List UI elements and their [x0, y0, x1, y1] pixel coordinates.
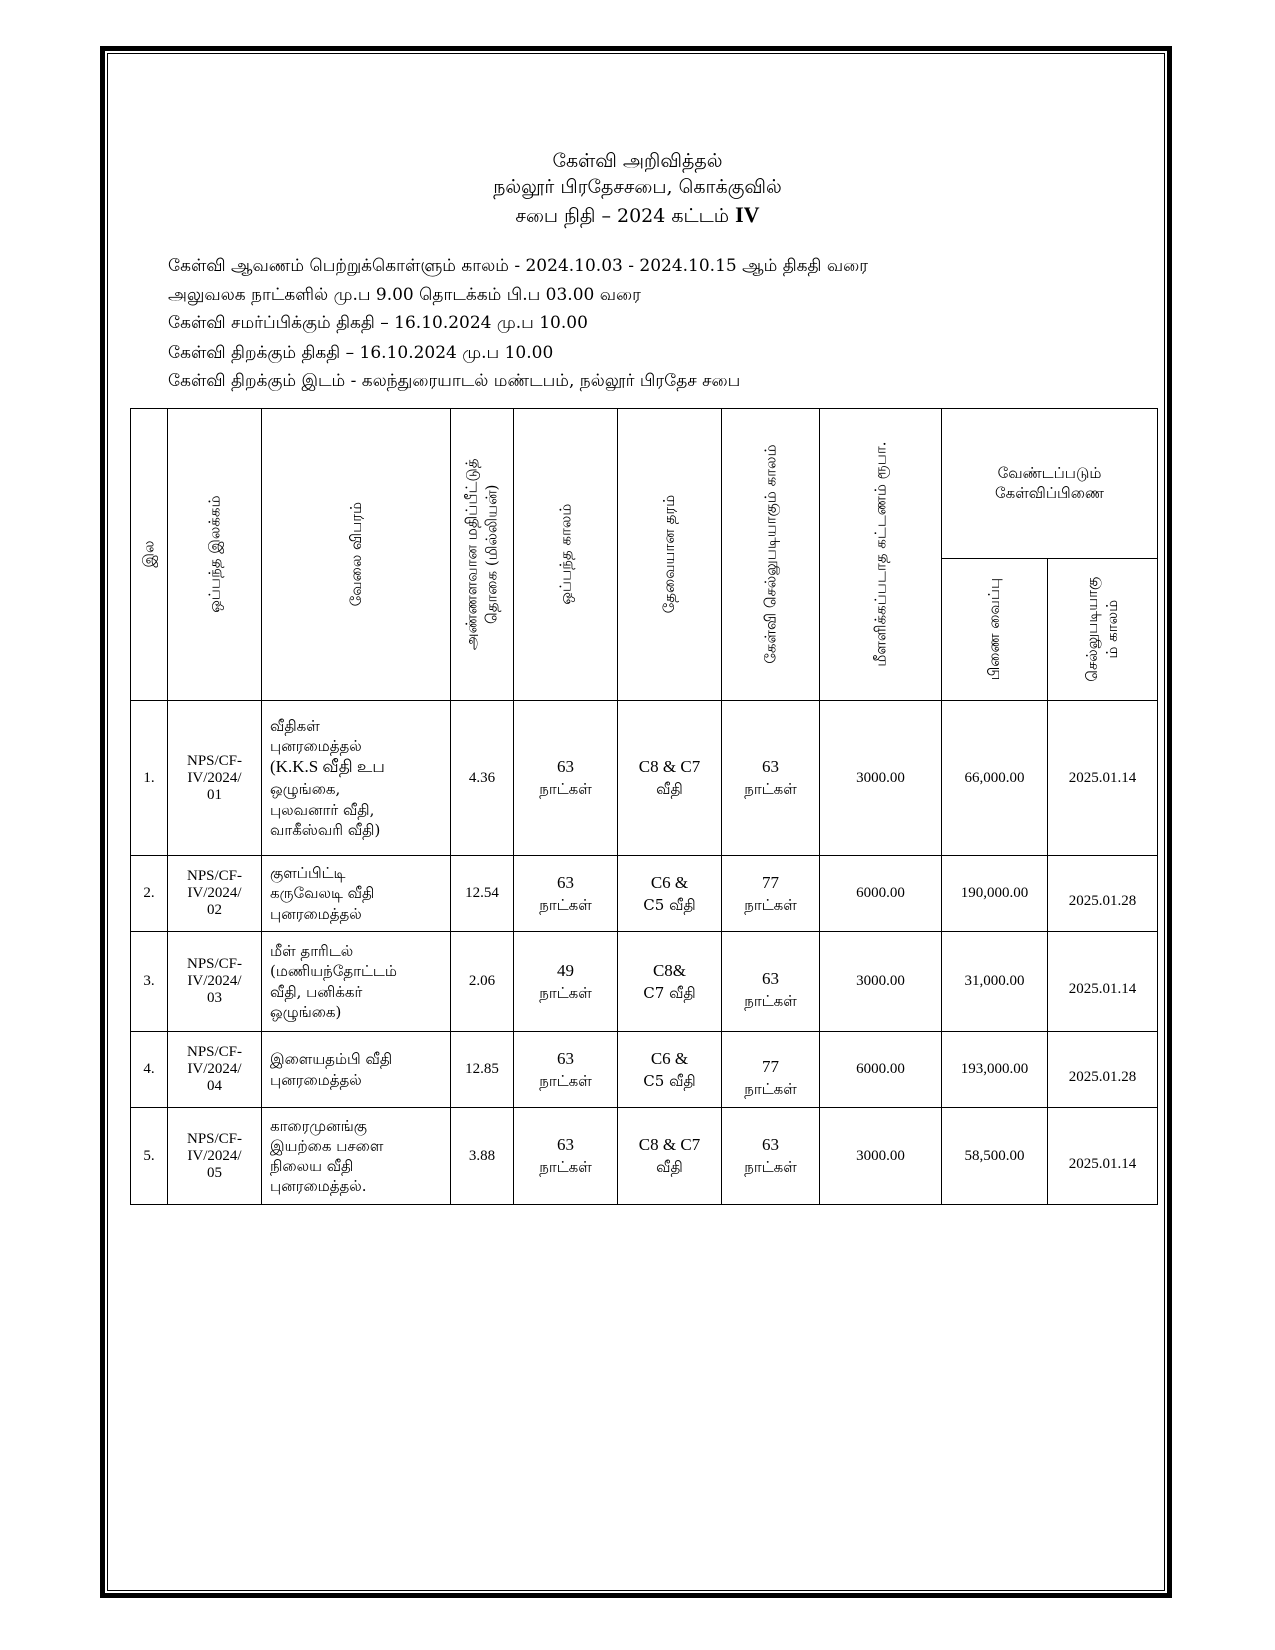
row-no: 1. — [131, 701, 168, 856]
row-grade: C6 & C5 வீதி — [618, 856, 722, 932]
header-estimate: அண்ணளவான மதிப்பீட்டுத் தொகை (மில்லியன்) — [451, 409, 514, 701]
table-row — [131, 1108, 1158, 1205]
row-estimate: 4.36 — [451, 701, 514, 856]
phase-roman: IV — [735, 202, 760, 227]
row-security-validity: 2025.01.28 — [1048, 856, 1158, 932]
header-validity: கேள்வி செல்லுபடியாகும் காலம் — [722, 409, 820, 701]
row-fee: 3000.00 — [820, 701, 942, 856]
info-office-hours: அலுவலக நாட்களில் மு.ப 9.00 தொடக்கம் பி.ப 03.00 வரை — [168, 285, 641, 305]
row-validity: 63 நாட்கள் — [722, 1108, 820, 1205]
row-validity: 77 நாட்கள் — [722, 1032, 820, 1108]
row-contract-no: NPS/CF- IV/2024/ 05 — [168, 1108, 262, 1205]
row-no: 3. — [131, 932, 168, 1032]
row-period: 63 நாட்கள் — [514, 701, 618, 856]
row-security: 31,000.00 — [942, 932, 1048, 1032]
row-fee: 6000.00 — [820, 1032, 942, 1108]
row-estimate: 2.06 — [451, 932, 514, 1032]
row-work: காரைமுனங்கு இயற்கை பசளை நிலைய வீதி புனரமைத்தல். — [262, 1108, 451, 1205]
row-period: 63 நாட்கள் — [514, 1108, 618, 1205]
row-security-validity: 2025.01.14 — [1048, 932, 1158, 1032]
row-contract-no: NPS/CF- IV/2024/ 02 — [168, 856, 262, 932]
info-opening-date: கேள்வி திறக்கும் திகதி – 16.10.2024 மு.ப 10.00 — [168, 343, 554, 363]
fund-phase — [0, 202, 1275, 230]
table-row — [131, 1032, 1158, 1108]
row-security: 190,000.00 — [942, 856, 1048, 932]
header-fee: மீளளிக்கப்படாத கட்டணம் ரூபா. — [820, 409, 942, 701]
info-document-period: கேள்வி ஆவணம் பெற்றுக்கொள்ளும் காலம் - 2024.10.03 - 2024.10.15 ஆம் திகதி வரை — [168, 256, 868, 276]
tender-table — [130, 408, 1158, 1205]
row-contract-no: NPS/CF- IV/2024/ 01 — [168, 701, 262, 856]
row-work: குளப்பிட்டி கருவேலடி வீதி புனரமைத்தல் — [262, 856, 451, 932]
row-contract-no: NPS/CF- IV/2024/ 04 — [168, 1032, 262, 1108]
row-validity: 77 நாட்கள் — [722, 856, 820, 932]
header-contract-no: ஒப்பந்த இலக்கம் — [168, 409, 262, 701]
table-row — [131, 701, 1158, 856]
row-security: 193,000.00 — [942, 1032, 1048, 1108]
row-estimate: 12.54 — [451, 856, 514, 932]
row-security: 58,500.00 — [942, 1108, 1048, 1205]
row-work: மீள் தாரிடல் (மணியந்தோட்டம் வீதி, பனிக்கர் ஒழுங்கை) — [262, 932, 451, 1032]
row-security: 66,000.00 — [942, 701, 1048, 856]
row-no: 5. — [131, 1108, 168, 1205]
row-period: 49 நாட்கள் — [514, 932, 618, 1032]
header-grade: தேவையான தரம் — [618, 409, 722, 701]
row-fee: 6000.00 — [820, 856, 942, 932]
table-row — [131, 932, 1158, 1032]
council-name: நல்லூர் பிரதேசசபை, கொக்குவில் — [493, 176, 782, 198]
notice-title: கேள்வி அறிவித்தல் — [552, 150, 723, 172]
row-grade: C6 & C5 வீதி — [618, 1032, 722, 1108]
row-fee: 3000.00 — [820, 1108, 942, 1205]
info-submission-date: கேள்வி சமர்ப்பிக்கும் திகதி – 16.10.2024 மு.ப 10.00 — [168, 313, 588, 333]
row-fee: 3000.00 — [820, 932, 942, 1032]
row-security-validity: 2025.01.14 — [1048, 701, 1158, 856]
row-period: 63 நாட்கள் — [514, 1032, 618, 1108]
row-estimate: 3.88 — [451, 1108, 514, 1205]
header-no: இல — [131, 409, 168, 701]
header-security: வேண்டப்படும் கேள்விப்பிணை — [942, 409, 1158, 559]
row-grade: C8& C7 வீதி — [618, 932, 722, 1032]
row-estimate: 12.85 — [451, 1032, 514, 1108]
row-grade: C8 & C7 வீதி — [618, 1108, 722, 1205]
header-work: வேலை விபரம் — [262, 409, 451, 701]
row-security-validity: 2025.01.14 — [1048, 1108, 1158, 1205]
row-work: வீதிகள் புனரமைத்தல் (K.K.S வீதி உப ஒழுங்கை, புலவனார் வீதி, வாகீஸ்வரி வீதி) — [262, 701, 451, 856]
info-opening-place: கேள்வி திறக்கும் இடம் - கலந்துரையாடல் மண்டபம், நல்லூர் பிரதேச சபை — [168, 371, 741, 391]
fund-phase-text: சபை நிதி – 2024 கட்டம் — [515, 205, 730, 227]
row-no: 2. — [131, 856, 168, 932]
row-grade: C8 & C7 வீதி — [618, 701, 722, 856]
row-contract-no: NPS/CF- IV/2024/ 03 — [168, 932, 262, 1032]
row-security-validity: 2025.01.28 — [1048, 1032, 1158, 1108]
header-period: ஒப்பந்த காலம் — [514, 409, 618, 701]
header-security-amount: பிணை வைப்பு — [942, 559, 1048, 701]
row-validity: 63 நாட்கள் — [722, 932, 820, 1032]
row-work: இளையதம்பி வீதி புனரமைத்தல் — [262, 1032, 451, 1108]
header-security-validity: செல்லுபடியாகு ம் காலம் — [1048, 559, 1158, 701]
table-row — [131, 856, 1158, 932]
row-validity: 63 நாட்கள் — [722, 701, 820, 856]
row-no: 4. — [131, 1032, 168, 1108]
row-period: 63 நாட்கள் — [514, 856, 618, 932]
